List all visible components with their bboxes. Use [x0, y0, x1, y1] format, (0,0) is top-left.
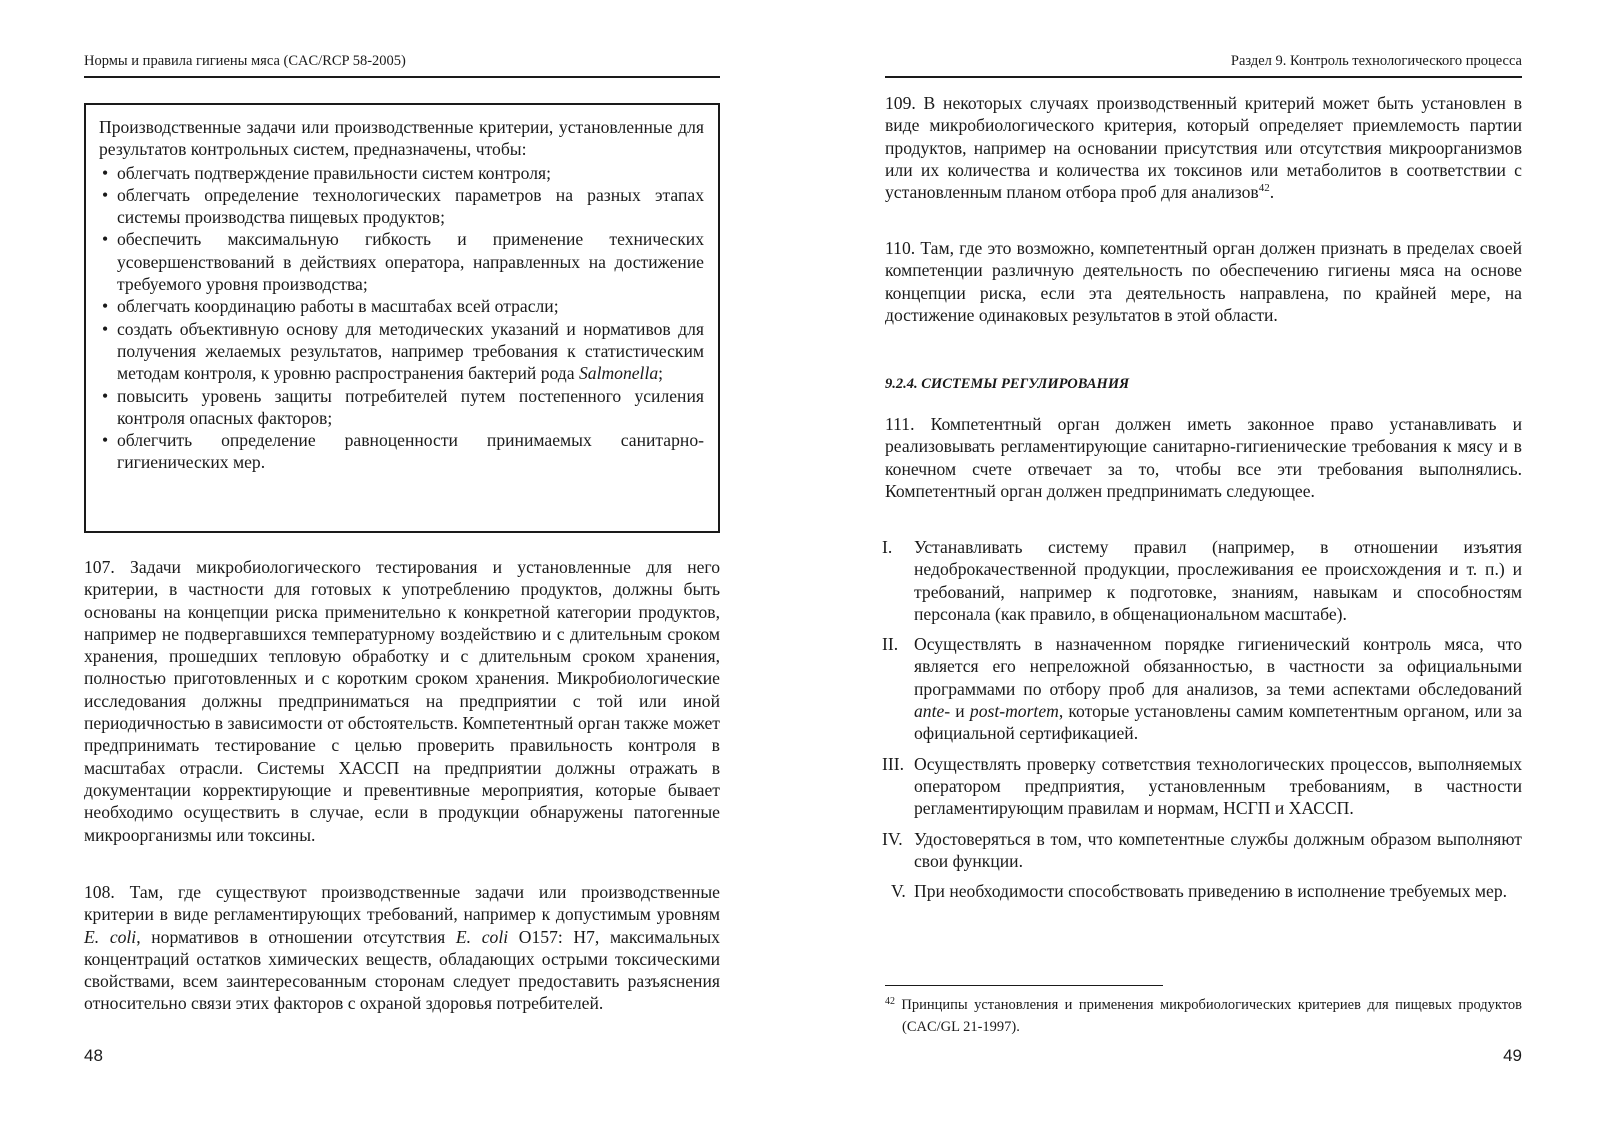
- p109-end: .: [1269, 182, 1275, 203]
- footnote-text: Принципы установления и применения микробиологических критериев для пищевых продуктов (CAC/GL 21-1997).: [895, 997, 1522, 1035]
- bullet-text: создать объективную основу для методических указаний и нормативов для получения желаемых результатов, например требования к статистическим методам контроля, к уровню распространения бактерий рода: [117, 318, 704, 384]
- bullet-item: • облегчить определение равноценности принимаемых санитарно-гигиенических мер.: [117, 429, 704, 474]
- box-bullet-list: [99, 162, 704, 474]
- list-item-text-b: и: [950, 701, 970, 722]
- post-mortem-italic: post-mortem: [969, 701, 1059, 722]
- bullet-text-end: ;: [658, 363, 664, 384]
- bullet-item: • облегчать подтверждение правильности систем контроля;: [117, 162, 704, 184]
- header-rule-right: [885, 76, 1522, 78]
- bullet-item: [117, 318, 704, 385]
- bullet-item: • обеспечить максимальную гибкость и применение технических усовершенствований в действиях оператора, направленных на достижение требуемого уровня производства;: [117, 228, 704, 295]
- list-item-text: Устанавливать систему правил (например, в отношении изъятия недоброкачественной продукции, прослеживания ее происхождения и т. п.) и требований, например к подготовке, знаниям, навыкам и способностям персонала (как правило, в общенациональном масштабе).: [914, 537, 1522, 624]
- header-rule-left: [84, 76, 720, 78]
- p109-text: 109. В некоторых случаях производственный критерий может быть установлен в виде микробиологического критерия, который определяет приемлемость партии продуктов, например на основании присутствия или отсутствия микроорганизмов или их количества и количества их токсинов или метаболитов в соответствии с установленным планом отбора проб для анализов: [885, 93, 1522, 203]
- list-item: [882, 828, 1522, 873]
- list-item: [885, 880, 1522, 902]
- criteria-box: [84, 103, 720, 533]
- paragraph-107: 107. Задачи микробиологического тестирования и установленные для него критерии, в частности для готовых к употреблению продуктов, должны быть основаны на концепции риска применительно к конкретной категории продуктов, например не подвергавшихся температурному воздействию и с длительным сроком хранения, прошедших тепловую обработку и с длительным сроком хранения, полностью приготовленных и с коротким сроком хранения. Микробиологические исследования должны предприниматься на предприятии с той или иной периодичностью в зависимости от обстоятельств. Компетентный орган также может предпринимать тестирование с целью проверить правильность контроля в масштабах отрасли. Системы ХАССП на предприятии должны отражать в документации корректирующие и превентивные мероприятия, которые бывает необходимо осуществить в случае, если в продукции обнаружены патогенные микроорганизмы или токсины.: [84, 557, 720, 845]
- roman-numbered-list: [882, 536, 1523, 910]
- paragraph-109: [885, 92, 1522, 203]
- footnote-reference[interactable]: 42: [1258, 182, 1270, 195]
- right-page: [882, 0, 1523, 1132]
- ante-italic: ante-: [914, 701, 951, 722]
- running-head-left: Нормы и правила гигиены мяса (CAC/RCP 58-2005): [84, 53, 406, 69]
- salmonella-italic: Salmonella: [578, 363, 659, 384]
- p108-part2: , нормативов в отношении отсутствия: [136, 926, 456, 947]
- list-item: [882, 536, 1522, 625]
- ecoli-italic: E. coli: [455, 926, 509, 947]
- list-number: V.: [891, 881, 906, 902]
- left-page: [84, 0, 720, 1132]
- section-heading: 9.2.4. СИСТЕМЫ РЕГУЛИРОВАНИЯ: [885, 376, 1130, 392]
- list-item-text: [914, 634, 1522, 743]
- paragraph-111: 111. Компетентный орган должен иметь законное право устанавливать и реализовывать регламентирующие санитарно-гигиенические требования к мясу и в конечном счете отвечает за то, чтобы все эти требования выполнялись. Компетентный орган должен предпринимать следующее.: [885, 414, 1522, 501]
- bullet-item: • облегчать определение технологических параметров на разных этапах системы производства пищевых продуктов;: [117, 184, 704, 229]
- list-number: IV.: [882, 828, 903, 849]
- list-number: III.: [882, 753, 904, 774]
- footnote-body: [885, 994, 1522, 1038]
- p108-part3: O157: H7, максимальных концентраций остатков химических веществ, обладающих острыми токсическими свойствами, всем заинтересованным сторонам следует предоставить разъяснения относительно связи этих факторов с охраной здоровья потребителей.: [84, 926, 720, 1014]
- paragraph-108: [84, 881, 720, 1015]
- list-item: [882, 753, 1522, 820]
- list-item-text: При необходимости способствовать приведению в исполнение требуемых мер.: [914, 881, 1508, 902]
- running-head-right: Раздел 9. Контроль технологического процесса: [1230, 53, 1522, 69]
- footnote: [885, 994, 1522, 1038]
- paragraph-110: 110. Там, где это возможно, компетентный орган должен признать в пределах своей компетенции различную деятельность по обеспечению гигиены мяса на основе концепции риска, если эта деятельность направлена, по крайней мере, на достижение одинаковых результатов в этой области.: [885, 238, 1522, 325]
- list-item: [882, 633, 1523, 744]
- page-number-right: 49: [1503, 1046, 1522, 1065]
- page-number-left: 48: [84, 1046, 103, 1065]
- list-item-text-c: , которые установлены самим компетентным органом, или за официальной сертификацией.: [914, 701, 1523, 744]
- bullet-item: • облегчать координацию работы в масштабах всей отрасли;: [117, 295, 704, 317]
- bullet-item: • повысить уровень защиты потребителей путем постепенного усиления контроля опасных факторов;: [117, 385, 704, 430]
- list-item-text-a: Осуществлять в назначенном порядке гигиенический контроль мяса, что является его непреложной обязанностью, в частности за официальными программами по отбору проб для анализов, за теми аспектами обследований: [914, 634, 1522, 699]
- p108-part1: 108. Там, где существуют производственные задачи или производственные критерии в виде регламентирующих требований, например к допустимым уровням: [84, 882, 720, 925]
- list-item-text: Осуществлять проверку сответствия технологических процессов, выполняемых оператором предприятия, установленным требованиям, в частности регламентирующим правилам и нормам, НСГП и ХАССП.: [914, 753, 1522, 819]
- footnote-rule: [885, 985, 1163, 986]
- box-intro: Производственные задачи или производственные критерии, установленные для результатов контрольных систем, предназначены, чтобы:: [99, 117, 704, 160]
- list-item-text: Удостоверяться в том, что компетентные службы должным образом выполняют свои функции.: [914, 828, 1522, 871]
- footnote-mark: 42: [885, 996, 895, 1007]
- list-number: I.: [882, 537, 893, 557]
- ecoli-italic: E. coli: [84, 926, 137, 947]
- list-number: II.: [882, 634, 899, 655]
